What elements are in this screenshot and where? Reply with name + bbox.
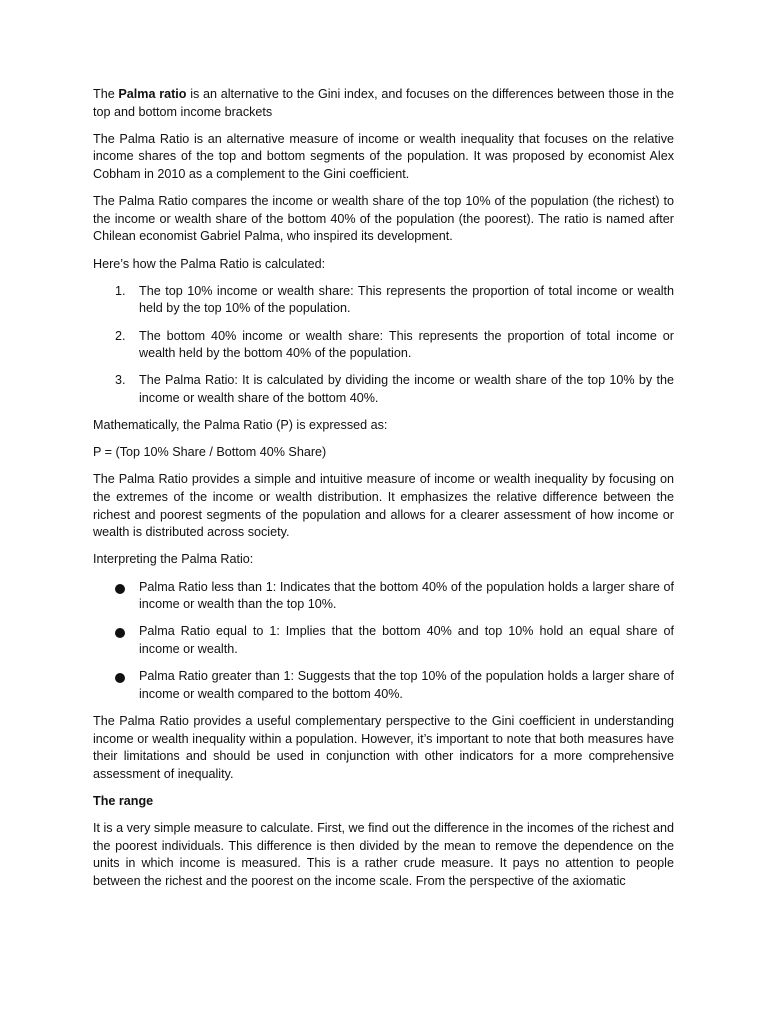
list-item-text: Palma Ratio less than 1: Indicates that the bottom 40% of the population holds a larger share of income or wealth than the top 10%.	[139, 579, 674, 612]
summary-paragraph: The Palma Ratio provides a simple and intuitive measure of income or wealth inequality by focusing on the extremes of the income or wealth distribution. It emphasizes the relative difference between the richest and poorest segments of the population and allows for a clearer assessment of how income or wealth is distributed across society.	[93, 472, 674, 540]
list-item	[93, 328, 674, 363]
list-item	[93, 623, 674, 658]
intro-suffix: is an alternative to the Gini index, and focuses on the differences between those in the top and bottom income brackets	[93, 87, 674, 119]
intro-prefix: The	[93, 87, 119, 101]
list-item	[93, 579, 674, 614]
list-item	[93, 283, 674, 318]
formula-intro: Mathematically, the Palma Ratio (P) is expressed as:	[93, 418, 388, 433]
list-number: 2.	[115, 328, 126, 343]
list-number: 1.	[115, 283, 126, 298]
list-item-text: The top 10% income or wealth share: This represents the proportion of total income or wealth held by the top 10% of the population.	[139, 283, 674, 316]
calculation-intro: Here’s how the Palma Ratio is calculated:	[93, 256, 326, 271]
formula: P = (Top 10% Share / Bottom 40% Share)	[93, 445, 327, 460]
intro-paragraph	[93, 86, 674, 121]
bullet-icon	[115, 584, 125, 594]
document-page	[93, 86, 674, 900]
interpretation-list	[93, 579, 674, 704]
list-item-text: The Palma Ratio: It is calculated by dividing the income or wealth share of the top 10% by the income or wealth share of the bottom 40%.	[139, 373, 674, 405]
complementary-paragraph: The Palma Ratio provides a useful complementary perspective to the Gini coefficient in understanding income or wealth inequality within a population. However, it’s important to note that both measures have their limitations and should be used in conjunction with other indicators for a more comprehensive assessment of inequality.	[93, 713, 674, 781]
list-number: 3.	[115, 373, 126, 388]
list-item-text: Palma Ratio greater than 1: Suggests that the top 10% of the population holds a larger share of income or wealth compared to the bottom 40%.	[139, 669, 674, 701]
list-item-text: The bottom 40% income or wealth share: This represents the proportion of total income or wealth held by the bottom 40% of the population.	[139, 328, 674, 361]
comparison-paragraph: The Palma Ratio compares the income or wealth share of the top 10% of the population (the richest) to the income or wealth share of the bottom 40% of the population (the poorest). The ratio is named after Chilean economist Gabriel Palma, who inspired its development.	[93, 194, 674, 244]
range-paragraph: It is a very simple measure to calculate. First, we find out the difference in the incomes of the richest and the poorest individuals. This difference is then divided by the mean to remove the dependence on the units in which income is measured. This is a rather crude measure. It pays no attention to people between the richest and the poorest on the income scale. From the perspective of the axiomatic	[93, 821, 674, 888]
bullet-icon	[115, 628, 125, 638]
definition-paragraph: The Palma Ratio is an alternative measure of income or wealth inequality that focuses on the relative income shares of the top and bottom segments of the population. It was proposed by economist Alex Cobham in 2010 as a complement to the Gini coefficient.	[93, 131, 674, 181]
list-item-text: Palma Ratio equal to 1: Implies that the bottom 40% and top 10% hold an equal share of income or wealth.	[139, 624, 674, 656]
list-item	[93, 668, 674, 703]
list-item	[93, 372, 674, 407]
interpretation-intro: Interpreting the Palma Ratio:	[93, 552, 254, 567]
bullet-icon	[115, 673, 125, 683]
palma-ratio-term: Palma ratio	[118, 87, 187, 101]
section-heading-range: The range	[93, 793, 154, 808]
calculation-steps-list	[93, 283, 674, 408]
